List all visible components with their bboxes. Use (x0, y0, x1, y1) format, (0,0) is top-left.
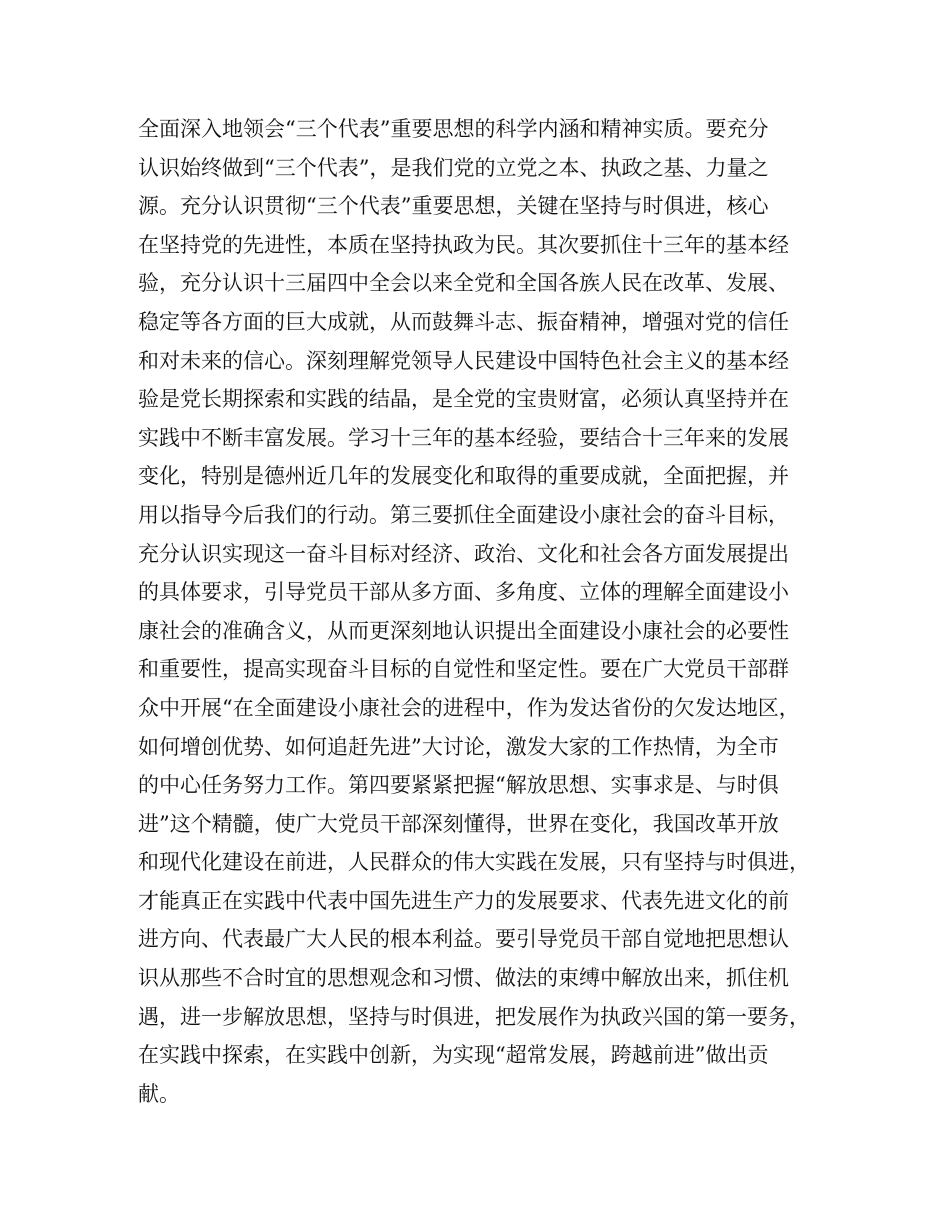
text-line: 用以指导今后我们的行动。第三要抓住全面建设小康社会的奋斗目标， (138, 502, 789, 527)
text-line: 和对未来的信心。深刻理解党领导人民建设中国特色社会主义的基本经 (138, 348, 789, 373)
text-line: 的中心任务努力工作。第四要紧紧把握“解放思想、实事求是、与时俱 (138, 773, 779, 798)
text-line: 实践中不断丰富发展。学习十三年的基本经验，要结合十三年来的发展 (138, 425, 789, 450)
text-line: 在坚持党的先进性，本质在坚持执政为民。其次要抓住十三年的基本经 (138, 232, 789, 257)
text-line: 认识始终做到“三个代表”，是我们党的立党之本、执政之基、力量之 (138, 155, 769, 180)
text-line: 如何增创优势、如何追赶先进”大讨论，激发大家的工作热情，为全市 (138, 734, 779, 759)
text-line: 稳定等各方面的巨大成就，从而鼓舞斗志、振奋精神，增强对党的信任 (138, 309, 789, 334)
text-line: 和现代化建设在前进，人民群众的伟大实践在发展，只有坚持与时俱进， (138, 850, 810, 875)
text-line: 进”这个精髓，使广大党员干部深刻懂得，世界在变化，我国改革开放 (138, 811, 779, 836)
text-line: 全面深入地领会“三个代表”重要思想的科学内涵和精神实质。要充分 (138, 117, 769, 141)
text-line: 变化，特别是德州近几年的发展变化和取得的重要成就，全面把握，并 (138, 464, 789, 489)
text-line: 识从那些不合时宜的思想观念和习惯、做法的束缚中解放出来，抓住机 (138, 966, 789, 991)
text-line: 验是党长期探索和实践的结晶，是全党的宝贵财富，必须认真坚持并在 (138, 387, 789, 412)
text-line: 源。充分认识贯彻“三个代表”重要思想，关键在坚持与时俱进，核心 (138, 194, 769, 219)
text-line: 众中开展“在全面建设小康社会的进程中，作为发达省份的欠发达地区， (138, 695, 800, 720)
text-line: 康社会的准确含义，从而更深刻地认识提出全面建设小康社会的必要性 (138, 618, 789, 643)
text-line: 的具体要求，引导党员干部从多方面、多角度、立体的理解全面建设小 (138, 580, 789, 605)
text-line: 验，充分认识十三届四中全会以来全党和全国各族人民在改革、发展、 (138, 271, 789, 296)
text-line: 进方向、代表最广大人民的根本利益。要引导党员干部自觉地把思想认 (138, 927, 789, 952)
text-line: 在实践中探索，在实践中创新，为实现“超常发展，跨越前进”做出贡 (138, 1043, 769, 1068)
body-paragraph (138, 110, 828, 1113)
text-line: 献。 (138, 1081, 180, 1106)
text-line: 遇，进一步解放思想，坚持与时俱进，把发展作为执政兴国的第一要务， (138, 1004, 810, 1029)
text-line: 才能真正在实践中代表中国先进生产力的发展要求、代表先进文化的前 (138, 888, 789, 913)
text-line: 充分认识实现这一奋斗目标对经济、政治、文化和社会各方面发展提出 (138, 541, 789, 566)
text-line: 和重要性，提高实现奋斗目标的自觉性和坚定性。要在广大党员干部群 (138, 657, 789, 682)
